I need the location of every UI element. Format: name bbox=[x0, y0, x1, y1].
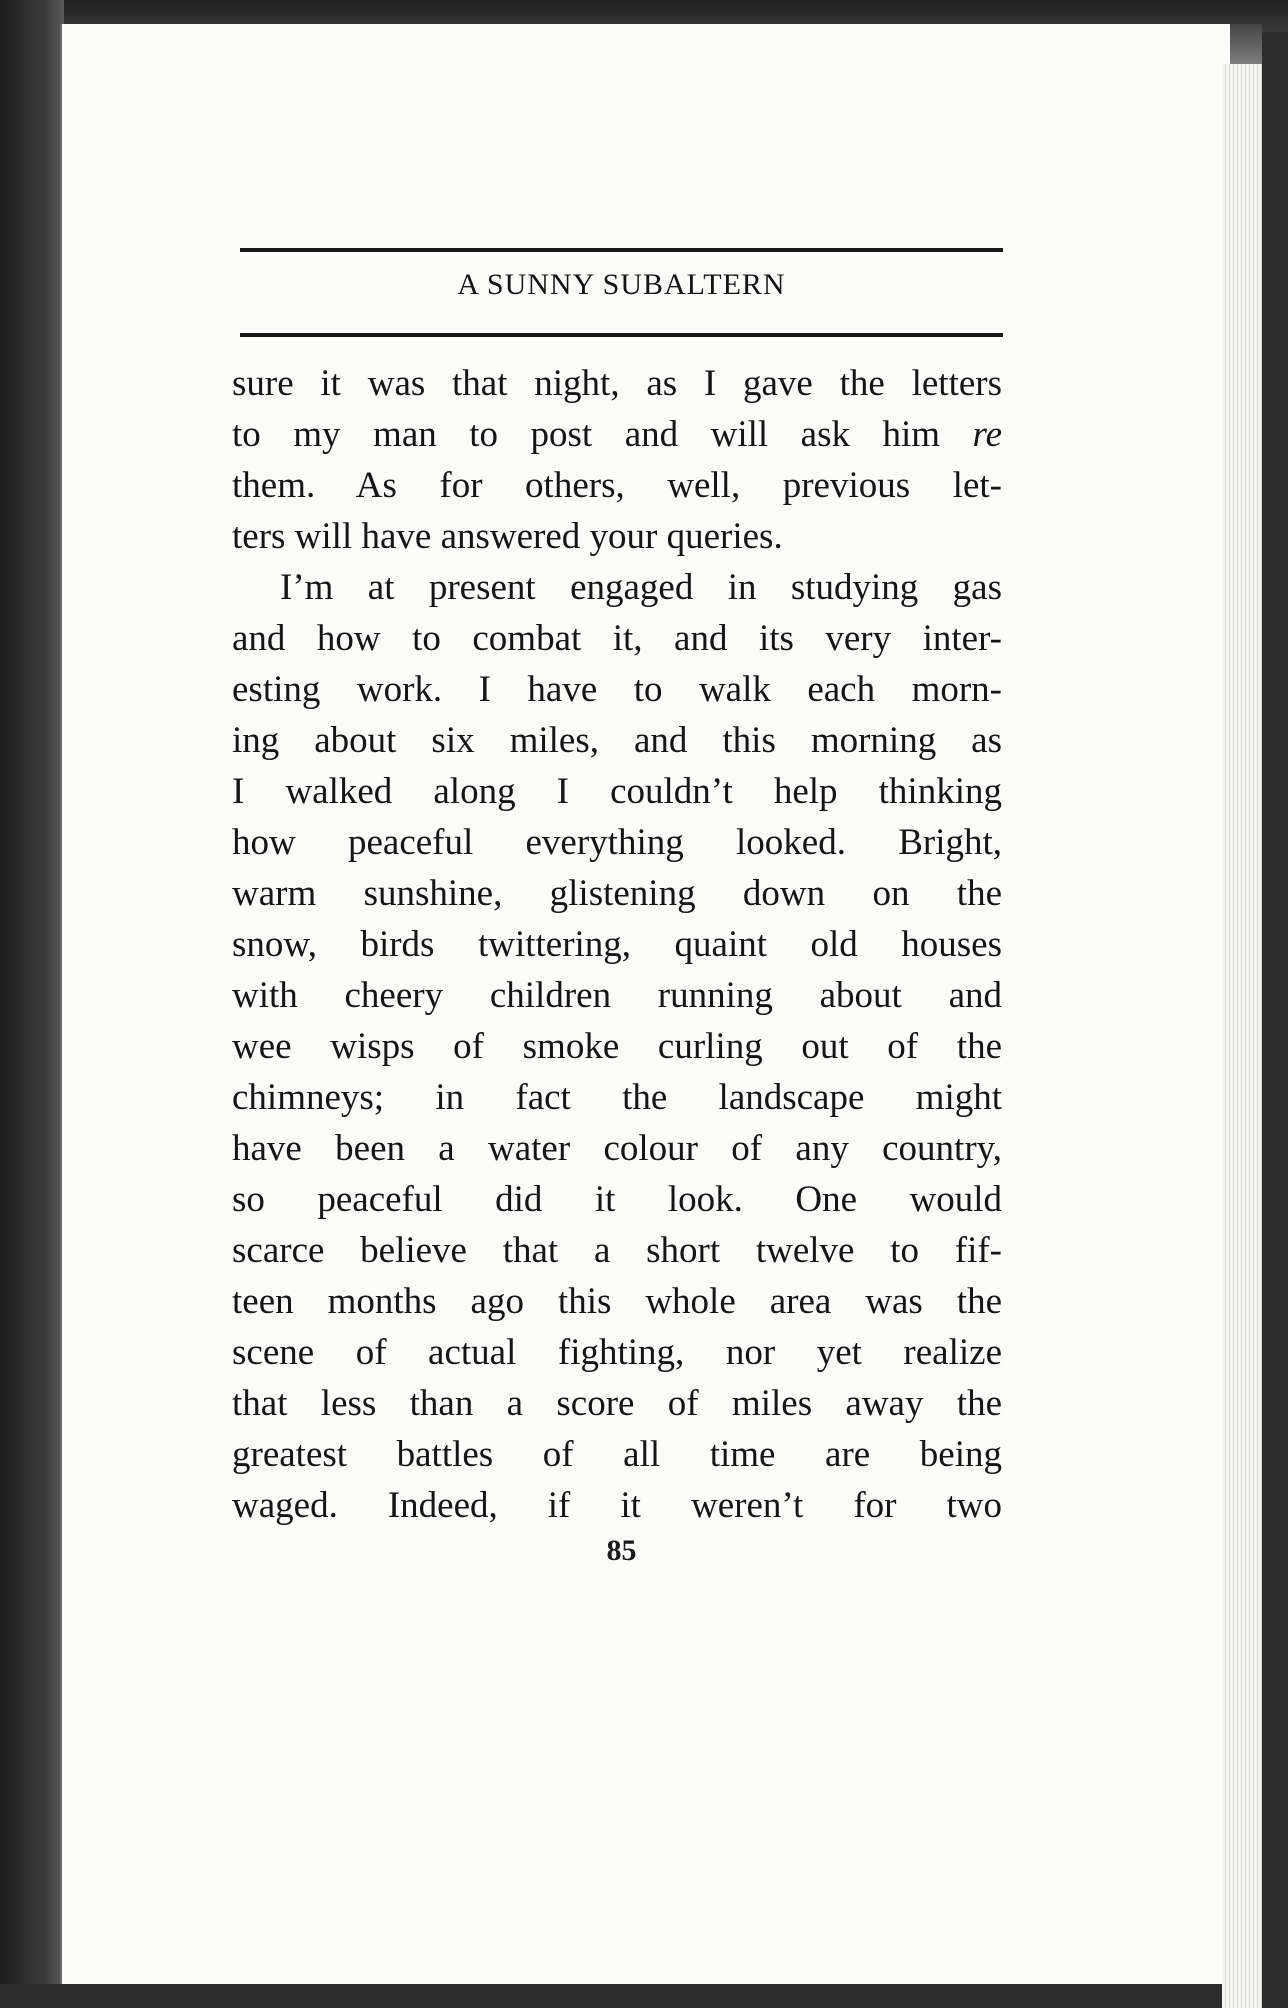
text-line: them. As for others, well, previous let- bbox=[232, 465, 1002, 506]
paragraph-first-line: I’m at present engaged in studying gas bbox=[280, 567, 1002, 608]
text-line: I walked along I couldn’t help thinking bbox=[232, 771, 1002, 812]
text-line: and how to combat it, and its very inter- bbox=[232, 618, 1002, 659]
text-line: ters will have answered your queries. bbox=[232, 516, 783, 557]
text-line: scene of actual fighting, nor yet realize bbox=[232, 1332, 1002, 1373]
text-line: waged. Indeed, if it weren’t for two bbox=[232, 1485, 1002, 1526]
body-text bbox=[232, 358, 1002, 1531]
text-line: teen months ago this whole area was the bbox=[232, 1281, 1002, 1322]
text-line: wee wisps of smoke curling out of the bbox=[232, 1026, 1002, 1067]
text-line: greatest battles of all time are being bbox=[232, 1434, 1002, 1475]
text-line: chimneys; in fact the landscape might bbox=[232, 1077, 1002, 1118]
book-spine-shadow bbox=[0, 0, 64, 1984]
text-line: that less than a score of miles away the bbox=[232, 1383, 1002, 1424]
text-line: snow, birds twittering, quaint old houses bbox=[232, 924, 1002, 965]
text-line-start: to my man to post and will ask him re bbox=[232, 414, 1002, 455]
page-stack-edge bbox=[1222, 64, 1262, 2008]
text-line: so peaceful did it look. One would bbox=[232, 1179, 1002, 1220]
header-rule-bottom bbox=[240, 333, 1003, 337]
text-line bbox=[232, 409, 1002, 460]
text-line: ing about six miles, and this morning as bbox=[232, 720, 1002, 761]
text-line: scarce believe that a short twelve to fif- bbox=[232, 1230, 1002, 1271]
text-line: have been a water colour of any country, bbox=[232, 1128, 1002, 1169]
header-rule-top bbox=[240, 248, 1003, 252]
page-number: 85 bbox=[606, 1534, 637, 1567]
text-line: warm sunshine, glistening down on the bbox=[232, 873, 1002, 914]
text-line: sure it was that night, as I gave the letters bbox=[232, 363, 1002, 404]
text-line: with cheery children running about and bbox=[232, 975, 1002, 1016]
text-line: how peaceful everything looked. Bright, bbox=[232, 822, 1002, 863]
text-line: esting work. I have to walk each morn- bbox=[232, 669, 1002, 710]
italic-re: re bbox=[972, 414, 1002, 455]
running-head: A SUNNY SUBALTERN bbox=[457, 268, 786, 301]
